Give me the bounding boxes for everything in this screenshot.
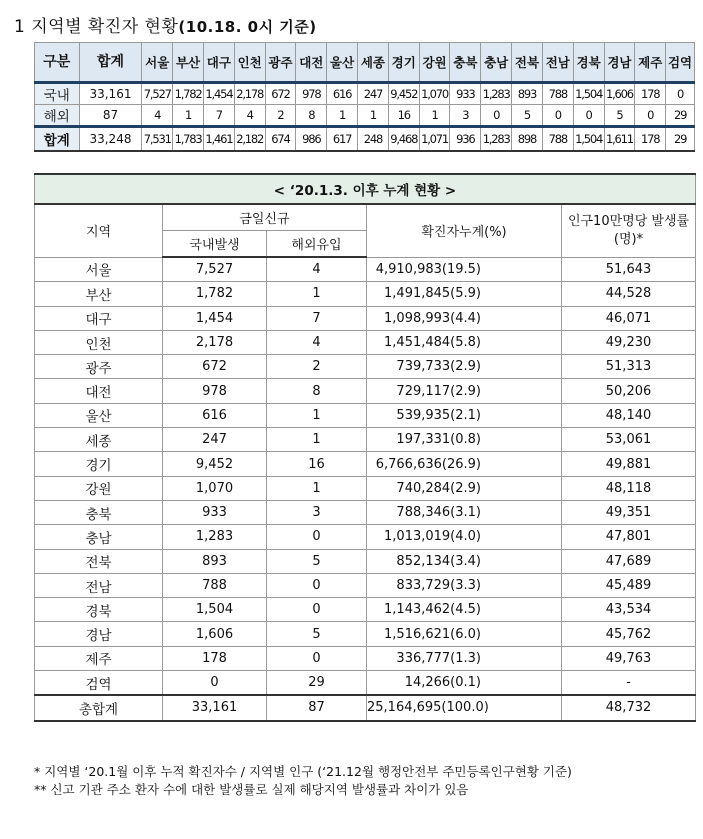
summary-cell: 0 xyxy=(666,83,695,105)
summary-cell: 1,071 xyxy=(419,127,450,152)
cell-region: 부산 xyxy=(35,282,163,306)
cell-domestic: 1,283 xyxy=(163,525,267,549)
summary-cell: 178 xyxy=(635,83,666,105)
cell-overseas: 0 xyxy=(267,573,367,597)
summary-cell: 1,504 xyxy=(573,83,604,105)
cell-cumulative: 740,284(2.9) xyxy=(367,476,562,500)
cell-rate: 45,762 xyxy=(562,622,696,646)
total-row xyxy=(35,695,696,720)
summary-row xyxy=(35,127,695,152)
cell-overseas: 5 xyxy=(267,622,367,646)
cell-rate: 47,689 xyxy=(562,549,696,573)
header-domestic: 국내발생 xyxy=(163,231,267,258)
cell-region: 서울 xyxy=(35,257,163,282)
cell-overseas: 1 xyxy=(267,282,367,306)
summary-cell: 617 xyxy=(327,127,358,152)
cell-domestic: 1,070 xyxy=(163,476,267,500)
header-overseas: 해외유입 xyxy=(267,231,367,258)
cell-cumulative: 25,164,695(100.0) xyxy=(367,695,562,720)
cell-cumulative: 852,134(3.4) xyxy=(367,549,562,573)
summary-cell: 1 xyxy=(173,105,204,127)
cell-cumulative: 1,143,462(4.5) xyxy=(367,598,562,622)
summary-cell: 4 xyxy=(142,105,173,127)
region-row xyxy=(35,573,696,597)
summary-cell: 33,248 xyxy=(79,127,142,152)
footnote-1: * 지역별 ‘20.1월 이후 누적 확진자수 / 지역별 인구 (‘21.12월 행정안전부 주민등록인구현황 기준) xyxy=(34,764,572,779)
region-row xyxy=(35,671,696,696)
summary-header-cell: 대전 xyxy=(296,43,327,83)
summary-header-row xyxy=(35,43,695,83)
region-row xyxy=(35,282,696,306)
summary-cell: 1,283 xyxy=(481,83,512,105)
summary-cell: 1,783 xyxy=(173,127,204,152)
cell-region: 광주 xyxy=(35,355,163,379)
summary-cell: 936 xyxy=(450,127,481,152)
cell-rate: 44,528 xyxy=(562,282,696,306)
summary-cell: 1,454 xyxy=(203,83,234,105)
cell-domestic: 0 xyxy=(163,671,267,696)
region-row xyxy=(35,500,696,524)
cell-domestic: 9,452 xyxy=(163,452,267,476)
summary-header-cell: 서울 xyxy=(142,43,173,83)
cell-rate: 47,801 xyxy=(562,525,696,549)
cell-region: 검역 xyxy=(35,671,163,696)
summary-cell: 893 xyxy=(512,83,543,105)
cell-cumulative: 1,491,845(5.9) xyxy=(367,282,562,306)
summary-cell: 2,182 xyxy=(234,127,265,152)
region-row xyxy=(35,306,696,330)
cell-overseas: 7 xyxy=(267,306,367,330)
cell-region: 충북 xyxy=(35,500,163,524)
cell-cumulative: 729,117(2.9) xyxy=(367,379,562,403)
cell-region: 총합계 xyxy=(35,695,163,720)
cell-rate: 48,140 xyxy=(562,403,696,427)
cell-rate: 51,313 xyxy=(562,355,696,379)
summary-header-cell: 제주 xyxy=(635,43,666,83)
title-date: (10.18. 0시 기준) xyxy=(178,18,317,36)
cell-region: 인천 xyxy=(35,330,163,354)
summary-cell: 248 xyxy=(358,127,389,152)
summary-cell: 978 xyxy=(296,83,327,105)
cell-overseas: 87 xyxy=(267,695,367,720)
cell-domestic: 1,454 xyxy=(163,306,267,330)
cell-overseas: 1 xyxy=(267,476,367,500)
cell-cumulative: 1,098,993(4.4) xyxy=(367,306,562,330)
region-row xyxy=(35,355,696,379)
cell-rate: 48,118 xyxy=(562,476,696,500)
summary-cell: 1,283 xyxy=(481,127,512,152)
cell-rate: 46,071 xyxy=(562,306,696,330)
summary-row-label: 합계 xyxy=(35,127,80,152)
cell-overseas: 16 xyxy=(267,452,367,476)
summary-cell: 1,611 xyxy=(604,127,635,152)
region-row xyxy=(35,598,696,622)
cell-rate: 49,230 xyxy=(562,330,696,354)
cell-overseas: 29 xyxy=(267,671,367,696)
summary-cell: 1,782 xyxy=(173,83,204,105)
cell-overseas: 4 xyxy=(267,330,367,354)
summary-header-cell: 경남 xyxy=(604,43,635,83)
cell-domestic: 616 xyxy=(163,403,267,427)
region-row xyxy=(35,476,696,500)
cell-rate: 45,489 xyxy=(562,573,696,597)
summary-cell: 898 xyxy=(512,127,543,152)
regional-summary-table xyxy=(34,42,695,152)
summary-cell: 2 xyxy=(265,105,296,127)
cell-region: 전남 xyxy=(35,573,163,597)
cell-overseas: 1 xyxy=(267,403,367,427)
summary-cell: 788 xyxy=(542,127,573,152)
cell-rate: 50,206 xyxy=(562,379,696,403)
header-cumulative: 확진자누계(%) xyxy=(367,204,562,257)
region-row xyxy=(35,379,696,403)
summary-header-cell: 경북 xyxy=(573,43,604,83)
cell-rate: 49,351 xyxy=(562,500,696,524)
cell-domestic: 1,504 xyxy=(163,598,267,622)
summary-cell: 933 xyxy=(450,83,481,105)
region-row xyxy=(35,549,696,573)
cell-region: 충남 xyxy=(35,525,163,549)
summary-cell: 0 xyxy=(573,105,604,127)
summary-cell: 8 xyxy=(296,105,327,127)
cell-region: 세종 xyxy=(35,428,163,452)
page-title xyxy=(14,12,317,37)
summary-header-cell: 합계 xyxy=(79,43,142,83)
region-row xyxy=(35,525,696,549)
cell-region: 제주 xyxy=(35,646,163,670)
summary-header-cell: 광주 xyxy=(265,43,296,83)
summary-cell: 7,527 xyxy=(142,83,173,105)
summary-cell: 1,504 xyxy=(573,127,604,152)
title-main: 1 지역별 확진자 현황 xyxy=(14,17,179,37)
cell-domestic: 788 xyxy=(163,573,267,597)
summary-cell: 178 xyxy=(635,127,666,152)
summary-cell: 1 xyxy=(358,105,389,127)
summary-cell: 788 xyxy=(542,83,573,105)
footnote-2: ** 신고 기관 주소 환자 수에 대한 발생률로 실제 해당지역 발생률과 차이가 있음 xyxy=(34,782,469,797)
region-row xyxy=(35,428,696,452)
summary-header-cell: 대구 xyxy=(203,43,234,83)
summary-header-cell: 부산 xyxy=(173,43,204,83)
cell-rate: 53,061 xyxy=(562,428,696,452)
cell-cumulative: 14,266(0.1) xyxy=(367,671,562,696)
cell-overseas: 3 xyxy=(267,500,367,524)
cell-domestic: 1,782 xyxy=(163,282,267,306)
summary-cell: 3 xyxy=(450,105,481,127)
summary-cell: 87 xyxy=(79,105,142,127)
summary-cell: 7,531 xyxy=(142,127,173,152)
region-row xyxy=(35,330,696,354)
region-row xyxy=(35,622,696,646)
cell-domestic: 2,178 xyxy=(163,330,267,354)
cell-region: 전북 xyxy=(35,549,163,573)
cell-domestic: 978 xyxy=(163,379,267,403)
summary-cell: 5 xyxy=(512,105,543,127)
cell-rate: 51,643 xyxy=(562,257,696,282)
summary-cell: 29 xyxy=(666,105,695,127)
summary-cell: 29 xyxy=(666,127,695,152)
cell-cumulative: 336,777(1.3) xyxy=(367,646,562,670)
cell-overseas: 1 xyxy=(267,428,367,452)
cell-rate: 43,534 xyxy=(562,598,696,622)
summary-header-cell: 전남 xyxy=(542,43,573,83)
cell-region: 경기 xyxy=(35,452,163,476)
cell-domestic: 7,527 xyxy=(163,257,267,282)
cell-region: 대전 xyxy=(35,379,163,403)
summary-cell: 2,178 xyxy=(234,83,265,105)
cell-cumulative: 4,910,983(19.5) xyxy=(367,257,562,282)
summary-header-cell: 구분 xyxy=(35,43,80,83)
region-row xyxy=(35,452,696,476)
summary-row xyxy=(35,83,695,105)
cell-region: 대구 xyxy=(35,306,163,330)
summary-cell: 33,161 xyxy=(79,83,142,105)
summary-cell: 9,452 xyxy=(388,83,419,105)
cell-rate: 49,881 xyxy=(562,452,696,476)
summary-header-cell: 세종 xyxy=(358,43,389,83)
summary-cell: 16 xyxy=(388,105,419,127)
summary-header-cell: 충북 xyxy=(450,43,481,83)
cell-domestic: 247 xyxy=(163,428,267,452)
region-row xyxy=(35,646,696,670)
summary-cell: 4 xyxy=(234,105,265,127)
cell-cumulative: 1,013,019(4.0) xyxy=(367,525,562,549)
summary-cell: 5 xyxy=(604,105,635,127)
summary-row-label: 국내 xyxy=(35,83,80,105)
cell-overseas: 2 xyxy=(267,355,367,379)
cell-cumulative: 739,733(2.9) xyxy=(367,355,562,379)
summary-cell: 7 xyxy=(203,105,234,127)
summary-header-cell: 인천 xyxy=(234,43,265,83)
summary-row xyxy=(35,105,695,127)
summary-cell: 616 xyxy=(327,83,358,105)
cell-rate: 49,763 xyxy=(562,646,696,670)
header-today-new: 금일신규 xyxy=(163,204,367,231)
cell-cumulative: 833,729(3.3) xyxy=(367,573,562,597)
summary-cell: 1,461 xyxy=(203,127,234,152)
cell-overseas: 8 xyxy=(267,379,367,403)
summary-cell: 0 xyxy=(481,105,512,127)
summary-cell: 672 xyxy=(265,83,296,105)
cell-region: 경남 xyxy=(35,622,163,646)
cell-rate: 48,732 xyxy=(562,695,696,720)
summary-header-cell: 검역 xyxy=(666,43,695,83)
summary-cell: 247 xyxy=(358,83,389,105)
summary-cell: 986 xyxy=(296,127,327,152)
cell-cumulative: 788,346(3.1) xyxy=(367,500,562,524)
cell-overseas: 5 xyxy=(267,549,367,573)
cell-domestic: 1,606 xyxy=(163,622,267,646)
cell-overseas: 0 xyxy=(267,646,367,670)
summary-cell: 1 xyxy=(419,105,450,127)
summary-cell: 1,070 xyxy=(419,83,450,105)
summary-cell: 9,468 xyxy=(388,127,419,152)
summary-cell: 1 xyxy=(327,105,358,127)
cell-overseas: 0 xyxy=(267,598,367,622)
summary-header-cell: 전북 xyxy=(512,43,543,83)
summary-cell: 1,606 xyxy=(604,83,635,105)
cell-domestic: 672 xyxy=(163,355,267,379)
summary-header-cell: 경기 xyxy=(388,43,419,83)
cell-domestic: 178 xyxy=(163,646,267,670)
summary-header-cell: 강원 xyxy=(419,43,450,83)
region-row xyxy=(35,403,696,427)
header-region: 지역 xyxy=(35,204,163,257)
header-rate: 인구10만명당 발생률(명)* xyxy=(562,204,696,257)
summary-cell: 0 xyxy=(635,105,666,127)
cell-overseas: 0 xyxy=(267,525,367,549)
cell-domestic: 33,161 xyxy=(163,695,267,720)
cell-cumulative: 1,516,621(6.0) xyxy=(367,622,562,646)
cell-region: 경북 xyxy=(35,598,163,622)
footnotes xyxy=(34,763,699,799)
cell-rate: - xyxy=(562,671,696,696)
cell-overseas: 4 xyxy=(267,257,367,282)
cell-region: 울산 xyxy=(35,403,163,427)
cell-cumulative: 1,451,484(5.8) xyxy=(367,330,562,354)
cell-cumulative: 6,766,636(26.9) xyxy=(367,452,562,476)
summary-header-cell: 울산 xyxy=(327,43,358,83)
cell-cumulative: 539,935(2.1) xyxy=(367,403,562,427)
summary-cell: 674 xyxy=(265,127,296,152)
region-row xyxy=(35,257,696,282)
cell-domestic: 933 xyxy=(163,500,267,524)
cell-region: 강원 xyxy=(35,476,163,500)
summary-header-cell: 충남 xyxy=(481,43,512,83)
cell-domestic: 893 xyxy=(163,549,267,573)
cell-cumulative: 197,331(0.8) xyxy=(367,428,562,452)
cumulative-banner: < ‘20.1.3. 이후 누계 현황 > xyxy=(35,174,696,204)
cumulative-table xyxy=(34,173,696,722)
summary-cell: 0 xyxy=(542,105,573,127)
summary-row-label: 해외 xyxy=(35,105,80,127)
